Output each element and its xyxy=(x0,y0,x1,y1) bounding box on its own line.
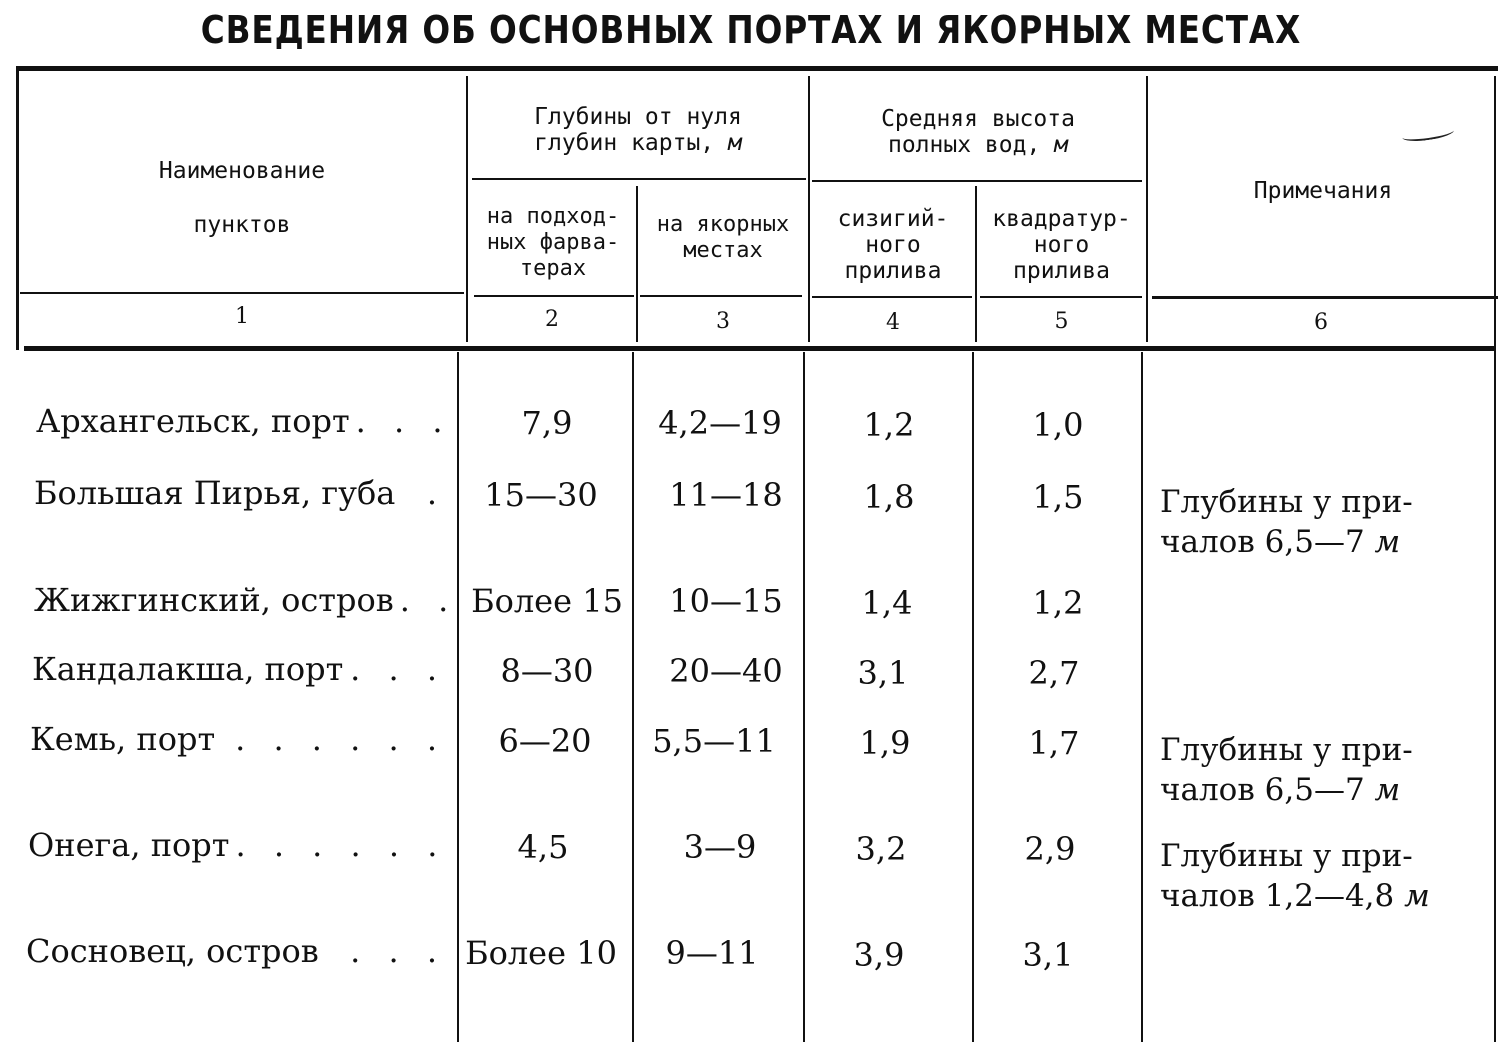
note-unit: м xyxy=(1374,772,1401,808)
row-name: Онега, порт xyxy=(28,826,230,864)
header-depth-anchor: на якорных местах xyxy=(656,212,790,263)
header-depth-approach: на подход- ных фарва- терах xyxy=(486,204,620,281)
column-number: 3 xyxy=(716,309,730,334)
cell-approach-depth: Более 10 xyxy=(465,934,617,972)
column-number: 2 xyxy=(545,307,559,332)
table-left-rule xyxy=(16,66,19,350)
dot-leader: . . . xyxy=(350,932,446,970)
row-name: Сосновец, остров xyxy=(26,932,319,970)
cell-approach-depth: 4,5 xyxy=(517,828,569,866)
row-name: Кемь, порт xyxy=(30,720,216,758)
header-tide-unit: м xyxy=(1054,132,1069,158)
note-text: Глубины у при- чалов 1,2—4,8 xyxy=(1160,838,1413,914)
dot-leader: . xyxy=(426,474,446,512)
header-depths-text: Глубины от нуля глубин карты, xyxy=(534,104,742,156)
cell-spring-tide: 3,2 xyxy=(855,830,907,868)
cell-anchor-depth: 10—15 xyxy=(669,582,783,620)
cell-spring-tide: 3,9 xyxy=(853,936,905,974)
header-tide-neap: квадратур- ного прилива xyxy=(992,206,1131,284)
row-name-cell xyxy=(34,581,458,619)
cell-spring-tide: 1,2 xyxy=(863,406,915,444)
dot-leader: . . xyxy=(399,581,458,619)
cell-approach-depth: Более 15 xyxy=(471,582,623,620)
header-bottom-rule-6 xyxy=(1152,296,1498,299)
header-bottom-rule-1 xyxy=(20,292,464,294)
column-number: 6 xyxy=(1314,310,1328,335)
table-top-rule xyxy=(16,66,1498,71)
header-notes: Примечания xyxy=(1253,178,1393,204)
cell-approach-depth: 8—30 xyxy=(500,652,594,690)
header-depths xyxy=(470,104,806,156)
header-bottom-rule-2 xyxy=(474,295,634,297)
dot-leader: . . . . . . xyxy=(235,826,447,864)
row-note xyxy=(1160,730,1478,810)
dot-leader: . . . . . . xyxy=(235,720,446,758)
column-numbers-rule xyxy=(24,346,1494,351)
header-tide-spring: сизигий- ного прилива xyxy=(837,206,949,284)
column-number: 5 xyxy=(1054,309,1069,334)
row-note xyxy=(1160,482,1478,562)
col-divider-1 xyxy=(466,76,468,342)
row-name-cell xyxy=(36,402,452,440)
group-rule-tide xyxy=(812,180,1142,182)
header-depths-unit: м xyxy=(728,130,742,156)
scan-pen-mark xyxy=(1401,124,1454,143)
header-tide-text: Средняя высота полных вод, xyxy=(881,106,1075,158)
row-name: Кандалакша, порт xyxy=(32,650,344,688)
cell-approach-depth: 15—30 xyxy=(484,476,598,514)
cell-spring-tide: 1,9 xyxy=(859,724,911,762)
cell-spring-tide: 3,1 xyxy=(857,654,909,692)
cell-neap-tide: 2,7 xyxy=(1028,654,1080,692)
cell-neap-tide: 3,1 xyxy=(1022,936,1074,974)
cell-spring-tide: 1,8 xyxy=(863,478,915,516)
cell-anchor-depth: 5,5—11 xyxy=(652,722,776,760)
row-name-cell xyxy=(26,934,446,968)
cell-anchor-depth: 9—11 xyxy=(665,934,759,972)
header-bottom-rule-4 xyxy=(812,296,972,298)
row-name: Архангельск, порт xyxy=(36,402,350,440)
cell-anchor-depth: 20—40 xyxy=(669,652,783,690)
row-name-cell xyxy=(34,476,446,510)
note-unit: м xyxy=(1374,524,1401,560)
table-right-rule xyxy=(1494,76,1496,1042)
row-name: Жижгинский, остров xyxy=(34,581,394,619)
cell-spring-tide: 1,4 xyxy=(861,584,913,622)
note-unit: м xyxy=(1404,878,1430,914)
row-name: Большая Пирья, губа xyxy=(34,474,396,512)
note-text: Глубины у при- чалов 6,5—7 xyxy=(1160,484,1413,560)
cell-approach-depth: 7,9 xyxy=(521,404,573,442)
header-name: Наименование пунктов xyxy=(158,158,326,238)
cell-neap-tide: 1,2 xyxy=(1032,584,1084,622)
cell-approach-depth: 6—20 xyxy=(498,722,592,760)
cell-anchor-depth: 11—18 xyxy=(669,476,783,514)
dot-leader: . . . xyxy=(355,402,452,440)
cell-anchor-depth: 4,2—19 xyxy=(658,404,782,442)
cell-neap-tide: 1,5 xyxy=(1032,478,1084,516)
cell-anchor-depth: 3—9 xyxy=(683,828,757,866)
cell-neap-tide: 1,0 xyxy=(1032,406,1084,444)
column-number: 4 xyxy=(886,310,900,335)
row-name-cell xyxy=(30,722,446,756)
page-title: СВЕДЕНИЯ ОБ ОСНОВНЫХ ПОРТАХ И ЯКОРНЫХ МЕСТАХ xyxy=(200,8,1302,52)
dot-leader: . . . xyxy=(350,650,446,688)
col-divider-5-body xyxy=(1141,352,1143,1042)
header-bottom-rule-5 xyxy=(980,296,1142,298)
col-divider-5 xyxy=(1146,76,1148,342)
header-bottom-rule-3 xyxy=(640,295,802,297)
cell-neap-tide: 2,9 xyxy=(1024,830,1076,868)
note-text: Глубины у при- чалов 6,5—7 xyxy=(1160,732,1413,808)
row-name-cell xyxy=(32,652,446,686)
cell-neap-tide: 1,7 xyxy=(1028,724,1080,762)
column-number: 1 xyxy=(235,304,249,329)
row-note xyxy=(1160,836,1478,916)
header-tide xyxy=(810,106,1146,158)
row-name-cell xyxy=(28,828,446,862)
group-rule-depths xyxy=(472,178,806,180)
